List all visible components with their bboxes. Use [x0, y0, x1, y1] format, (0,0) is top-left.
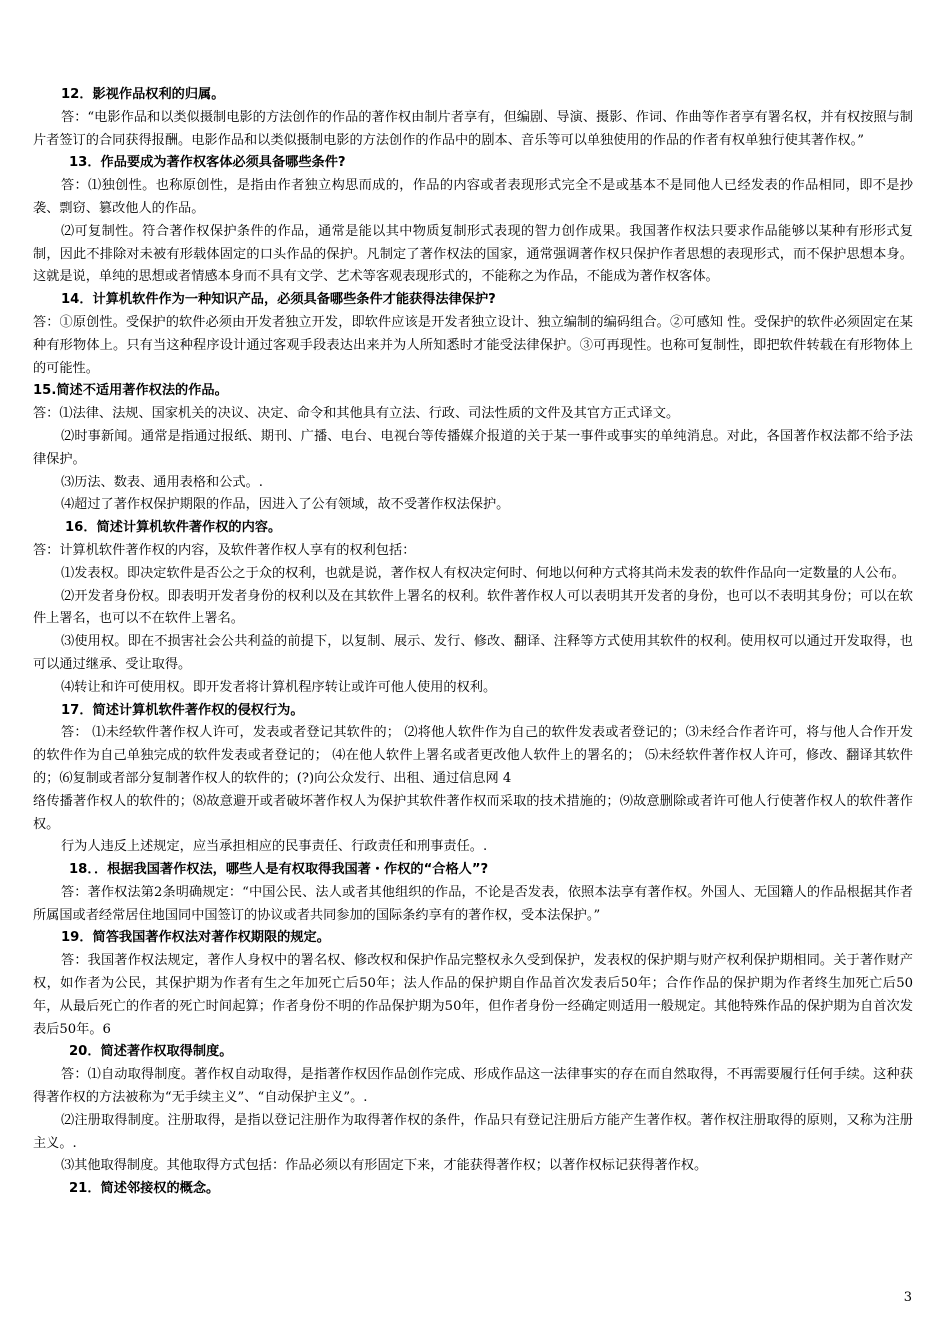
- answer-paragraph: 答：“电影作品和以类似摄制电影的方法创作的作品的著作权由制片者享有，但编剧、导演、摄影、作词、作曲等作者享有署名权，并有权按照与制片者签订的合同获得报酬。电影作品和以类似摄制电影的方法创作的作品中的剧本、音乐等可以单独使用的作品的作者有权单独行使其著作权。”: [33, 109, 913, 148]
- answer-paragraph: ⑷转让和许可使用权。即开发者将计算机程序转让或许可他人使用的权利。: [61, 679, 497, 695]
- answer-paragraph: 答：⑴独创性。也称原创性，是指由作者独立构思而成的，作品的内容或者表现形式完全不是或基本不是同他人已经发表的作品相同，即不是抄袭、剽窃、篡改他人的作品。: [33, 178, 913, 216]
- answer-paragraph: ⑴发表权。即决定软件是否公之于众的权利，也就是说，著作权人有权决定何时、何地以何种方式将其尚未发表的软件作品向一定数量的人公布。: [61, 565, 905, 581]
- question-heading: 17．简述计算机软件著作权的侵权行为。: [61, 702, 304, 718]
- question-heading: 19．简答我国著作权法对著作权期限的规定。: [61, 930, 330, 946]
- answer-paragraph: 答：①原创性。受保护的软件必须由开发者独立开发，即软件应该是开发者独立设计、独立编制的编码组合。②可感知 性。受保护的软件必须固定在某种有形物体上。只有当这种程序设计通过客观手段表达出来并为人所知悉时才能受法律保护。③可再现性。也称可复制性，即把软件转载在有形物体上的可能性。: [33, 314, 913, 376]
- question-heading: 21．简述邻接权的概念。: [69, 1181, 220, 1197]
- answer-paragraph: ⑶使用权。即在不损害社会公共利益的前提下，以复制、展示、发行、修改、翻译、注释等方式使用其软件的权利。使用权可以通过开发取得，也可以通过继承、受让取得。: [33, 634, 913, 672]
- answer-paragraph: ⑶历法、数表、通用表格和公式。.: [61, 474, 264, 490]
- answer-paragraph: ⑶其他取得制度。其他取得方式包括：作品必须以有形固定下来，才能获得著作权；以著作权标记获得著作权。: [61, 1158, 708, 1174]
- question-heading: 20．简述著作权取得制度。: [69, 1044, 233, 1060]
- answer-paragraph: ⑵时事新闻。通常是指通过报纸、期刊、广播、电台、电视台等传播媒介报道的关于某一事件或事实的单纯消息。对此，各国著作权法都不给予法律保护。: [33, 428, 913, 467]
- answer-paragraph: 答：我国著作权法规定，著作人身权中的署名权、修改权和保护作品完整权永久受到保护，发表权的保护期与财产权利保护期相同。关于著作财产权，如作者为公民，其保护期为作者有生之年加死亡后50年；法人作品的保护期自作品首次发表后50年；合作作品的保护期为作者终生加死亡后50年，从最后死亡的作者的死亡时间起算；作者身份不明的作品保护期为50年，但作者身份一经确定则适用一般规定。其他特殊作品的保护期为自首次发表后50年。6: [33, 953, 913, 1037]
- answer-paragraph: 答：著作权法第2条明确规定：“中国公民、法人或者其他组织的作品，不论是否发表，依照本法享有著作权。外国人、无国籍人的作品根据其作者所属国或者经常居住地国同中国签订的协议或者共同参加的国际条约享有的著作权，受本法保护。”: [33, 884, 913, 923]
- answer-paragraph: 答： ⑴未经软件著作权人许可，发表或者登记其软件的； ⑵将他人软件作为自己的软件发表或者登记的；⑶未经合作者许可，将与他人合作开发的软件作为自己单独完成的软件发表或者登记的； ⑷在他人软件上署名或者更改他人软件上的署名的； ⑸未经软件著作权人许可，修改、翻译其软件的；⑹复制或者部分复制著作权人的软件的；(?)向公众发行、出租、通过信息网 4: [33, 725, 913, 786]
- question-heading: 16．简述计算机软件著作权的内容。: [65, 520, 282, 536]
- answer-paragraph: ⑵开发者身份权。即表明开发者身份的权利以及在其软件上署名的权利。软件著作权人可以表明其开发者的身份，也可以不表明其身份；可以在软件上署名，也可以不在软件上署名。: [33, 588, 913, 627]
- document-body: [33, 84, 913, 1201]
- answer-paragraph: 答：计算机软件著作权的内容，及软件著作权人享有的权利包括：: [33, 542, 416, 558]
- answer-paragraph: ⑷超过了著作权保护期限的作品，因进入了公有领域，故不受著作权法保护。: [61, 497, 510, 513]
- question-heading: 15.简述不适用著作权法的作品。: [33, 383, 228, 399]
- answer-paragraph: 行为人违反上述规定，应当承担相应的民事责任、行政责任和刑事责任。.: [61, 839, 488, 855]
- page-number: 3: [903, 1290, 912, 1305]
- question-heading: 13．作品要成为著作权客体必须具备哪些条件?: [69, 155, 346, 171]
- answer-paragraph: 答：⑴法律、法规、国家机关的决议、决定、命令和其他具有立法、行政、司法性质的文件及其官方正式译文。: [33, 406, 680, 422]
- answer-paragraph: ⑵注册取得制度。注册取得，是指以登记注册作为取得著作权的条件，作品只有登记注册后方能产生著作权。著作权注册取得的原则，又称为注册主义。.: [33, 1112, 913, 1151]
- question-heading: 12．影视作品权利的归属。: [61, 87, 225, 102]
- answer-paragraph: ⑵可复制性。符合著作权保护条件的作品，通常是能以其中物质复制形式表现的智力创作成果。我国著作权法只要求作品能够以某种有形形式复制，因此不排除对未被有形载体固定的口头作品的保护。凡制定了著作权法的国家，通常强调著作权只保护作者思想的表现形式，而不保护思想本身。这就是说，单纯的思想或者情感本身而不具有文学、艺术等客观表现形式的，不能称之为作品，不能成为著作权客体。: [33, 223, 913, 285]
- answer-paragraph: 络传播著作权人的软件的；⑻故意避开或者破坏著作权人为保护其软件著作权而采取的技术措施的；⑼故意删除或者许可他人行使著作权人的软件著作权。: [33, 793, 913, 832]
- question-heading: 14．计算机软件作为一种知识产品，必须具备哪些条件才能获得法律保护?: [61, 292, 496, 308]
- question-heading: 18．．根据我国著作权法，哪些人是有权取得我国著・作权的“合格人”?: [69, 862, 489, 878]
- answer-paragraph: 答：⑴自动取得制度。著作权自动取得，是指著作权因作品创作完成、形成作品这一法律事实的存在而自然取得，不再需要履行任何手续。这种获得著作权的方法被称为“无手续主义”、“自动保护主义”。.: [33, 1067, 913, 1106]
